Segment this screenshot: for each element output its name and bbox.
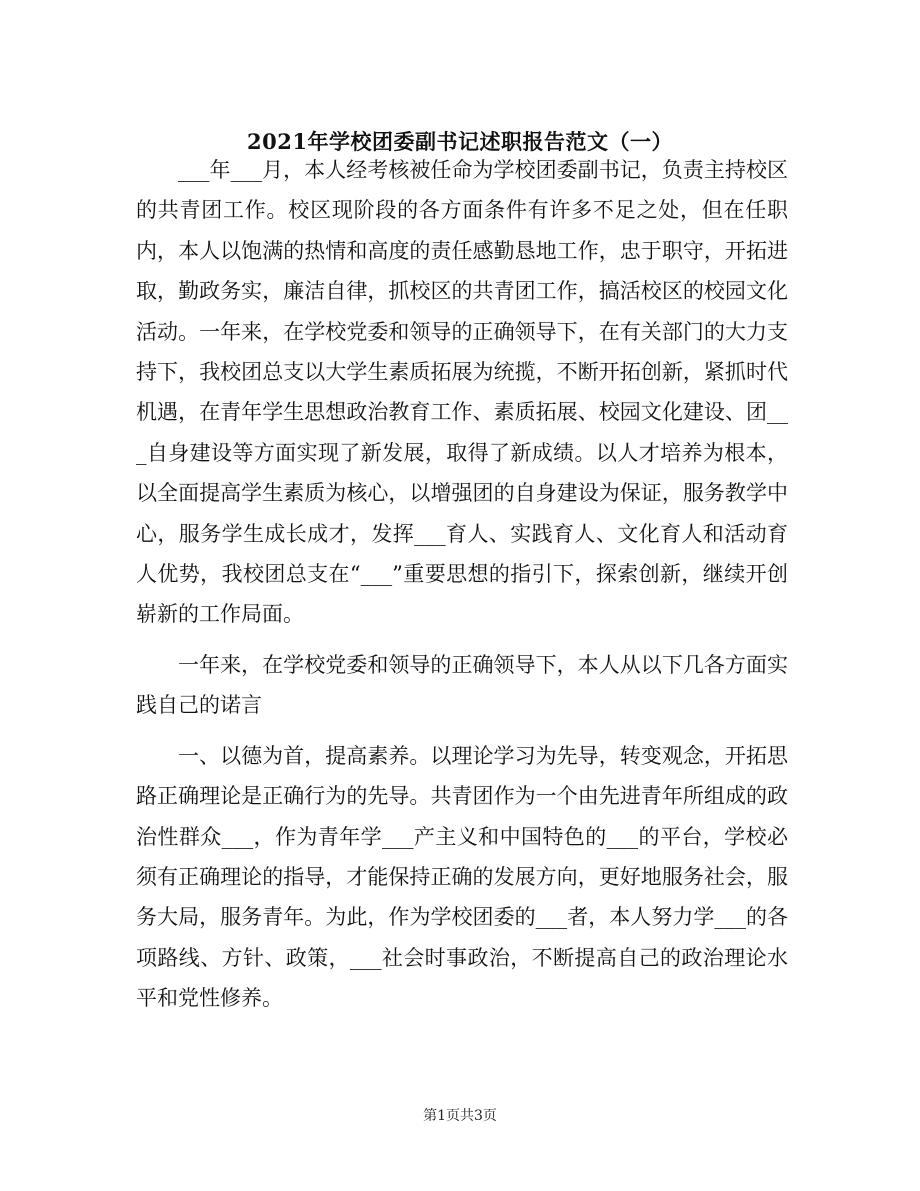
page-number: 第1页共3页: [423, 1108, 497, 1124]
paragraph-intro: ___年___月，本人经考核被任命为学校团委副书记，负责主持校区的共青团工作。校区现阶段的各方面条件有许多不足之处，但在任职内，本人以饱满的热情和高度的责任感勤恳地工作，忠于职守，开拓进取，勤政务实，廉洁自律，抓校区的共青团工作，搞活校区的校园文化活动。一年来，在学校党委和领导的正确领导下，在有关部门的大力支持下，我校团总支以大学生素质拓展为统揽，不断开拓创新，紧抓时代机遇，在青年学生思想政治教育工作、素质拓展、校园文化建设、团___自身建设等方面实现了新发展，取得了新成绩。以人才培养为根本，以全面提高学生素质为核心，以增强团的自身建设为保证，服务教学中心，服务学生成长成才，发挥___育人、实践育人、文化育人和活动育人优势，我校团总支在“___”重要思想的指引下，探索创新，继续开创崭新的工作局面。: [136, 158, 788, 627]
document-title: 2021年学校团委副书记述职报告范文（一）: [247, 129, 673, 155]
paragraph-promise: 一年来，在学校党委和领导的正确领导下，本人从以下几各方面实践自己的诺言: [136, 652, 788, 718]
document-body: [136, 150, 788, 1019]
paragraph-section-one: 一、以德为首，提高素养。以理论学习为先导，转变观念，开拓思路正确理论是正确行为的先导。共青团作为一个由先进青年所组成的政治性群众___，作为青年学___产主义和中国特色的___的平台，学校必须有正确理论的指导，才能保持正确的发展方向，更好地服务社会，服务大局，服务青年。为此，作为学校团委的___者，本人努力学___的各项路线、方针、政策，___社会时事政治，不断提高自己的政治理论水平和党性修养。: [136, 743, 788, 1011]
